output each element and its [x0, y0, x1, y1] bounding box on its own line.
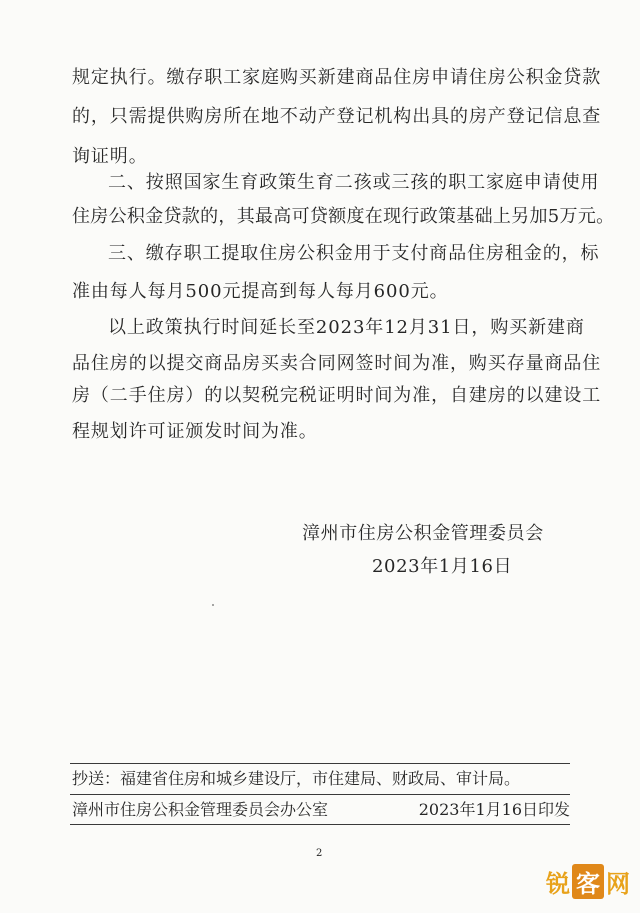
body-line: 以上政策执行时间延长至2023年12月31日，购买新建商 — [108, 317, 585, 338]
body-line: 准由每人每月500元提高到每人每月600元。 — [72, 281, 449, 302]
body-line: 三、缴存职工提取住房公积金用于支付商品住房租金的，标 — [108, 243, 600, 264]
body-line: 规定执行。缴存职工家庭购买新建商品住房申请住房公积金贷款 — [72, 67, 602, 88]
body-line: 的，只需提供购房所在地不动产登记机构出具的房产登记信息查 — [72, 106, 602, 127]
body-line: 房（二手住房）的以契税完税证明时间为准，自建房的以建设工 — [72, 385, 602, 406]
cc-label: 抄送： — [72, 769, 121, 788]
footer-middle-rule — [70, 794, 570, 795]
watermark-logo — [546, 864, 630, 899]
body-line: 品住房的以提交商品房买卖合同网签时间为准，购买存量商品住 — [72, 353, 602, 374]
signature-organization: 漳州市住房公积金管理委员会 — [302, 523, 544, 544]
issue-date: 2023年1月16日印发 — [418, 800, 570, 819]
footer-top-rule — [70, 763, 570, 764]
watermark-char-boxed: 客 — [572, 864, 604, 899]
scan-speck — [212, 604, 214, 606]
body-line: 二、按照国家生育政策生育二孩或三孩的职工家庭申请使用 — [108, 172, 600, 193]
body-line: 住房公积金贷款的，其最高可贷额度在现行政策基础上另加5万元。 — [72, 206, 615, 227]
signature-date: 2023年1月16日 — [372, 556, 513, 577]
body-line: 询证明。 — [72, 146, 148, 167]
cc-recipients: 福建省住房和城乡建设厅，市住建局、财政局、审计局。 — [120, 769, 521, 788]
footer-bottom-rule — [70, 824, 570, 825]
page-number: 2 — [316, 848, 323, 859]
issuer-line — [72, 799, 570, 821]
issuer-name: 漳州市住房公积金管理委员会办公室 — [72, 800, 329, 819]
body-line: 程规划许可证颁发时间为准。 — [72, 421, 318, 442]
cc-line — [72, 768, 520, 790]
watermark-char: 锐 — [546, 870, 570, 898]
watermark-char: 网 — [606, 870, 630, 898]
